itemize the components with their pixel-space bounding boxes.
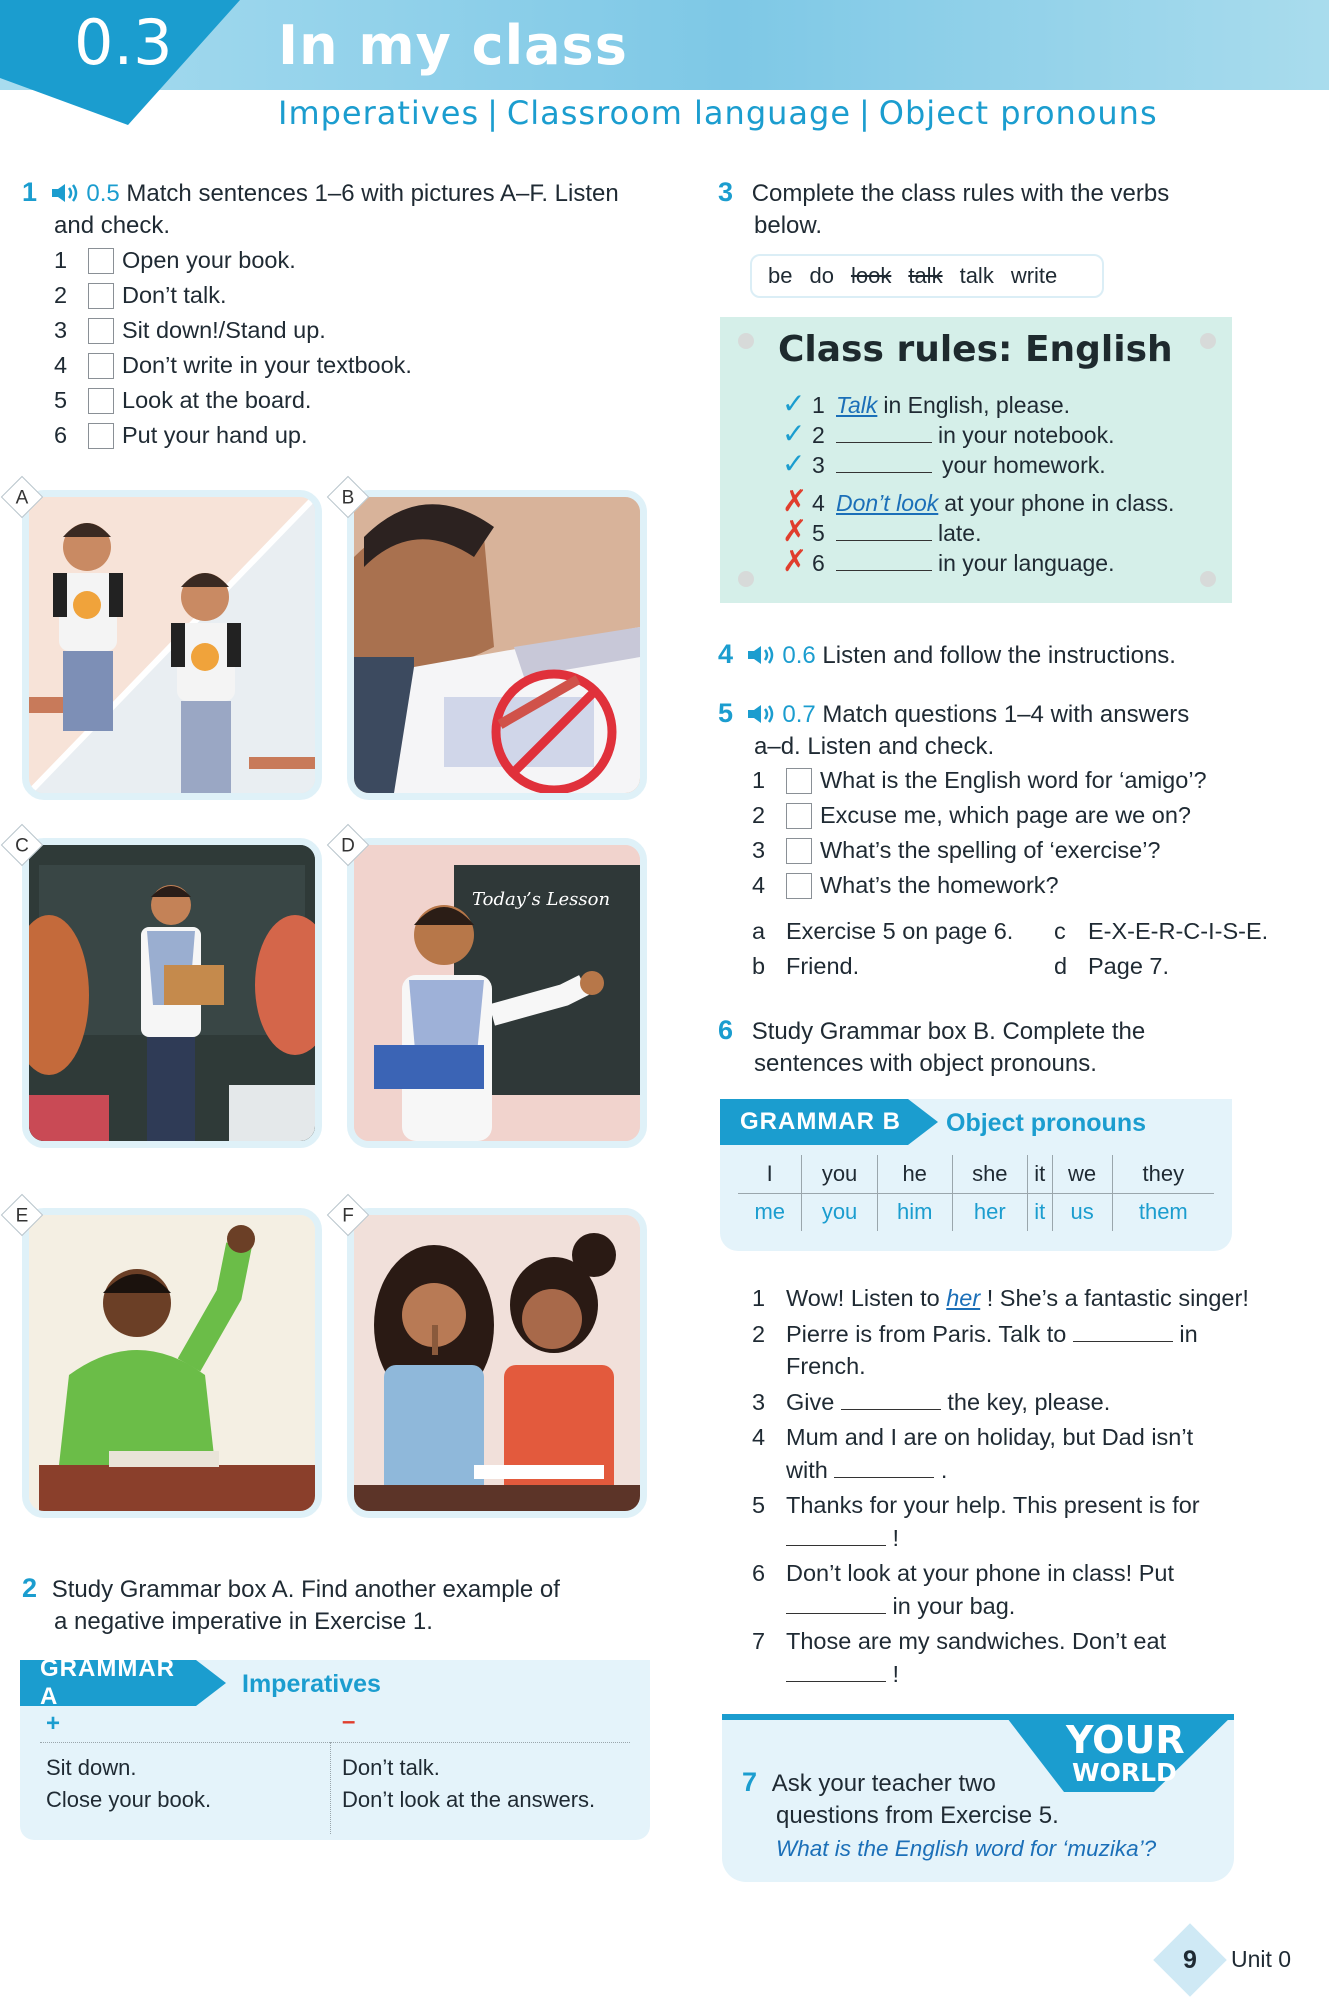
pin-icon bbox=[738, 571, 754, 587]
rule-row: ✗ 5 late. bbox=[782, 515, 982, 548]
list-item: 2 Pierre is from Paris. Talk to in French. bbox=[752, 1320, 1198, 1379]
answer-blank[interactable] bbox=[836, 570, 932, 571]
tag-arrow-shape bbox=[908, 1099, 938, 1145]
answer-blank[interactable] bbox=[834, 1477, 934, 1478]
answer-blank[interactable] bbox=[786, 1613, 886, 1614]
teacher-pointing-illustration bbox=[354, 845, 640, 1141]
answer-blank[interactable] bbox=[786, 1681, 886, 1682]
answer-blank[interactable] bbox=[836, 442, 932, 443]
list-item: 7 Those are my sandwiches. Don’t eat ! bbox=[752, 1628, 1167, 1687]
list-item: b Friend. d Page 7. bbox=[752, 953, 1170, 979]
list-item: 1 Wow! Listen to her ! She’s a fantastic singer! bbox=[752, 1285, 1249, 1311]
exercise-3-instruction: 3 Complete the class rules with the verbs below. bbox=[718, 177, 1170, 239]
picture-label-c: C bbox=[1, 824, 43, 866]
picture-label-d: D bbox=[327, 824, 369, 866]
tag-arrow-shape bbox=[196, 1660, 226, 1706]
object-pronoun-row: me you him her it us them bbox=[738, 1193, 1214, 1231]
rule-row: ✓ 1 Talk in English, please. bbox=[782, 388, 1071, 419]
answer-blank[interactable] bbox=[836, 472, 932, 473]
class-rules-title: Class rules: English bbox=[778, 329, 1173, 370]
positive-symbol: + bbox=[46, 1710, 61, 1737]
answer-checkbox[interactable] bbox=[88, 283, 114, 309]
your-world-card bbox=[722, 1714, 1234, 1882]
list-item: 4 Mum and I are on holiday, but Dad isn’t with . bbox=[752, 1424, 1194, 1483]
list-item: 1 What is the English word for ‘amigo’? bbox=[752, 767, 1207, 793]
unit-label: Unit 0 bbox=[1231, 1946, 1292, 1972]
answer-blank[interactable] bbox=[1073, 1341, 1173, 1342]
teacher-at-board-illustration bbox=[29, 845, 315, 1141]
picture-label-a: A bbox=[1, 476, 43, 518]
list-item: 6 Put your hand up. bbox=[54, 422, 308, 448]
picture-label-f: F bbox=[327, 1194, 369, 1236]
lesson-subtitle: Imperatives | Classroom language | Object pronouns bbox=[278, 94, 1158, 132]
answer-checkbox[interactable] bbox=[88, 388, 114, 414]
your-world-badge-line2: WORLD bbox=[1072, 1758, 1177, 1787]
negative-examples: Don’t talk. Don’t look at the answers. bbox=[342, 1755, 596, 1812]
answer-blank[interactable] bbox=[836, 540, 932, 541]
exercise-7-instruction: 7 Ask your teacher two questions from Exercise 5. bbox=[742, 1767, 1059, 1829]
picture-f bbox=[347, 1208, 647, 1518]
tick-icon: ✓ bbox=[782, 448, 806, 479]
grammar-box-b bbox=[720, 1099, 1232, 1251]
list-item: 3 Sit down!/Stand up. bbox=[54, 317, 326, 343]
cross-icon: ✗ bbox=[782, 485, 808, 518]
your-world-badge-line1: YOUR bbox=[1066, 1718, 1185, 1762]
example-answer: her bbox=[946, 1285, 981, 1311]
list-item: 6 Don’t look at your phone in class! Put in your bag. bbox=[752, 1560, 1174, 1619]
track-number: 0.5 bbox=[86, 180, 120, 207]
exercise-5-answers bbox=[752, 914, 1268, 984]
exercise-1-instruction: 1 0.5 Match sentences 1–6 with pictures A–F. Listen and check. bbox=[22, 177, 619, 239]
students-quiet-illustration bbox=[354, 1215, 640, 1511]
answer-blank[interactable] bbox=[841, 1409, 941, 1410]
board-text: Today’s Lesson bbox=[472, 889, 611, 910]
divider bbox=[330, 1742, 331, 1834]
pronoun-table bbox=[738, 1155, 1214, 1231]
page-number: 9 bbox=[1183, 1945, 1197, 1974]
answer-checkbox[interactable] bbox=[786, 873, 812, 899]
word-bank-item: write bbox=[1010, 263, 1058, 288]
answer-checkbox[interactable] bbox=[88, 353, 114, 379]
grammar-b-tag: GRAMMAR B bbox=[720, 1099, 908, 1145]
tick-icon: ✓ bbox=[782, 418, 806, 449]
pin-icon bbox=[1200, 333, 1216, 349]
list-item: 2 Don’t talk. bbox=[54, 282, 227, 308]
exercise-4-instruction: 4 0.6 Listen and follow the instructions. bbox=[718, 639, 1176, 669]
picture-a bbox=[22, 490, 322, 800]
answer-checkbox[interactable] bbox=[786, 768, 812, 794]
cross-icon: ✗ bbox=[782, 515, 808, 548]
answer-checkbox[interactable] bbox=[88, 423, 114, 449]
picture-label-e: E bbox=[1, 1194, 43, 1236]
answer-checkbox[interactable] bbox=[88, 318, 114, 344]
picture-e bbox=[22, 1208, 322, 1518]
picture-c bbox=[22, 838, 322, 1148]
grammar-a-tag: GRAMMAR A bbox=[20, 1660, 196, 1706]
picture-b bbox=[347, 490, 647, 800]
divider bbox=[40, 1742, 630, 1743]
list-item: 4 Don’t write in your textbook. bbox=[54, 352, 412, 378]
list-item: 3 Give the key, please. bbox=[752, 1388, 1111, 1415]
grammar-a-title: Imperatives bbox=[242, 1670, 381, 1698]
pin-icon bbox=[738, 333, 754, 349]
word-bank-item: be bbox=[768, 263, 793, 288]
exercise-5-instruction: 5 0.7 Match questions 1–4 with answers a–d. Listen and check. bbox=[718, 698, 1190, 760]
word-bank-item-used: talk bbox=[908, 263, 943, 288]
speaker-icon[interactable] bbox=[746, 644, 776, 666]
list-item: a Exercise 5 on page 6. c E-X-E-R-C-I-S-E. bbox=[752, 918, 1269, 944]
exercise-1-list bbox=[54, 243, 412, 453]
example-question: What is the English word for ‘muzika’? bbox=[776, 1836, 1157, 1861]
class-rules-card bbox=[720, 317, 1232, 603]
example-answer: Don’t look bbox=[836, 490, 939, 516]
track-number: 0.7 bbox=[782, 701, 816, 728]
subject-pronoun-row: I you he she it we they bbox=[738, 1155, 1214, 1193]
cross-icon: ✗ bbox=[782, 545, 808, 578]
rule-row: ✗ 6 in your language. bbox=[782, 545, 1115, 578]
word-bank-item: talk bbox=[959, 263, 994, 288]
student-writing-illustration bbox=[354, 497, 640, 793]
list-item: 5 Thanks for your help. This present is for ! bbox=[752, 1492, 1200, 1551]
word-bank bbox=[750, 254, 1104, 298]
list-item: 2 Excuse me, which page are we on? bbox=[752, 802, 1191, 828]
list-item: 1 Open your book. bbox=[54, 247, 296, 273]
picture-d bbox=[347, 838, 647, 1148]
negative-symbol: – bbox=[342, 1708, 356, 1735]
subtitle-topic: Classroom language bbox=[506, 94, 852, 132]
answer-checkbox[interactable] bbox=[786, 838, 812, 864]
pin-icon bbox=[1200, 571, 1216, 587]
rule-row: ✓ 3 your homework. bbox=[782, 448, 1106, 479]
track-number: 0.6 bbox=[782, 642, 816, 669]
list-item: 5 Look at the board. bbox=[54, 387, 312, 413]
grammar-box-a bbox=[20, 1655, 650, 1840]
answer-checkbox[interactable] bbox=[88, 248, 114, 274]
rule-row: ✗ 4 Don’t look at your phone in class. bbox=[782, 485, 1175, 518]
grammar-b-title: Object pronouns bbox=[946, 1109, 1146, 1137]
subtitle-topic: Imperatives bbox=[278, 94, 480, 132]
example-answer: Talk bbox=[836, 392, 878, 418]
exercise-2-instruction: 2 Study Grammar box A. Find another example of a negative imperative in Exercise 1. bbox=[22, 1573, 560, 1635]
exercise-6-sentences bbox=[752, 1282, 1252, 1690]
tick-icon: ✓ bbox=[782, 388, 806, 419]
list-item: 4 What’s the homework? bbox=[752, 872, 1059, 898]
answer-checkbox[interactable] bbox=[786, 803, 812, 829]
list-item: 3 What’s the spelling of ‘exercise’? bbox=[752, 837, 1161, 863]
rule-row: ✓ 2 in your notebook. bbox=[782, 418, 1115, 449]
page-title: In my class bbox=[278, 14, 628, 77]
speaker-icon[interactable] bbox=[746, 703, 776, 725]
lesson-number: 0.3 bbox=[74, 6, 173, 79]
word-bank-item-used: look bbox=[850, 263, 892, 288]
subtitle-topic: Object pronouns bbox=[878, 94, 1158, 132]
exercise-5-questions bbox=[752, 763, 1207, 903]
students-standing-illustration bbox=[29, 497, 315, 793]
positive-examples: Sit down. Close your book. bbox=[46, 1755, 212, 1812]
exercise-6-instruction: 6 Study Grammar box B. Complete the sentences with object pronouns. bbox=[718, 1015, 1146, 1077]
word-bank-item: do bbox=[809, 263, 834, 288]
student-hand-up-illustration bbox=[29, 1215, 315, 1511]
answer-blank[interactable] bbox=[786, 1545, 886, 1546]
speaker-icon[interactable] bbox=[50, 182, 80, 204]
picture-label-b: B bbox=[327, 476, 369, 518]
